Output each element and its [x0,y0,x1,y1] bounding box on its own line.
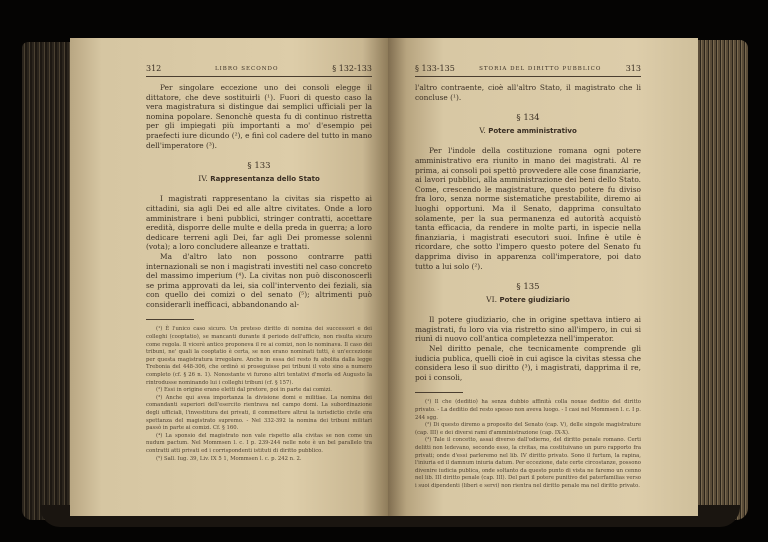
footnote: (²) Di questo diremo a proposito del Senato (cap. V), delle singole magistrature (cap. III) e dei diversi rami d'amministrazione (cap. IX-X). [415,422,641,436]
page-number: 313 [625,64,641,73]
footnote: (⁵) Sall. Iug. 39, Liv. IX 5 1, Mommsen l. c. p. 242 n. 2. [156,455,302,462]
paragraph: Nel diritto penale, che tecnicamente comprende gli iudicia publica, quelli cioè in cui agisce la civitas stessa che considera leso il suo diritto (³), i magistrati, dapprima il re, poi i consoli, [415,344,641,382]
paragraph: Ma d'altro lato non possono contrarre patti internazionali se non i magistrati investiti nel caso concreto del massimo imperium (⁴). La civitas non può disconoscerli se prima approvati da lei, sia coll'intervento dei feziali, sia con quello dei comizi o del senato (⁵); altrimenti può considerarli inefficaci, abbandonando al- [146,251,372,309]
paragraph: Per l'indole della costituzione romana ogni potere amministrativo era riunito in mano dei magistrati. Al re prima, ai consoli poi spettò provvedere alle cose finanziarie, ai lavori pubblici, alla amministrazione dei beni dello Stato. Come, crescendo le magistrature, questo potere fu diviso fra loro, senza norme sistematiche prestabilite, diremo ai luoghi opportuni. Ma il Senato, dapprima consultato solamente, per la sua permanenza ed autorità acquistò tanta efficacia, da rendere in molte parti, in ispecie nella finanziaria, i magistrati esecutori suoi. Infine è utile è ricordare, che sotto l'impero questo potere del Senato fu dapprima diviso in apparenza coll'imperatore, poi dato tutto a lui solo (²). [415,146,641,271]
footnotes [146,326,372,463]
section-range: § 133-135 [415,64,455,73]
section-range: § 132-133 [332,64,372,73]
right-page [388,38,698,516]
page-stack-right [690,40,748,520]
section-title-text: Potere amministrativo [488,126,577,135]
footnote-rule [415,392,463,393]
section-title-text: Potere giudiziario [499,295,570,304]
footnote: (²) Essi in origine erano eletti dal pretore, poi in parte dai comizi. [156,387,332,394]
section-title-text: Rappresentanza dello Stato [210,174,320,183]
right-page-body [415,83,641,491]
left-page-header [146,64,372,77]
running-head: LIBRO SECONDO [214,65,279,72]
section-number: § 133 [247,161,271,172]
section-number: § 135 [516,282,540,293]
running-head: STORIA DEL DIRITTO PUBBLICO [479,65,602,72]
section-number: § 134 [516,113,540,124]
section-numeral: IV. [198,173,208,183]
section-numeral: VI. [486,294,498,304]
left-page [70,38,388,516]
footnote: (³) Tale il concetto, assai diverso dall'odierno, del diritto penale romano. Certi delitti non ledevano, secondo esso, la civitas, ma costituivano un puro rapporto fra privati; onde d'essi parleremo nel lib. IV diritto privato. Sono il furtum, la rapina, l'iniuria ed il damnum iniuria datum. Per eccezione, date certe circostanze, possono divenire iudicia publica, onde soltanto da questo punto di vista ne faremo un cenno nel lib. III diritto penale (cap. III). Del pari il potere punitivo del paterfamilias verso i suoi dipendenti (liberi e servi) non rientra nel diritto penale ma nel diritto privato. [415,437,641,489]
section-title [415,126,641,137]
right-page-header [415,64,641,77]
paragraph: I magistrati rappresentano la civitas sia rispetto ai cittadini, sia agli Dei ed alle altre civitates. Onde a loro amministrare i beni pubblici, stringer contratti, accettare eredità, disporre delle multe e della preda in guerra; a loro dedicare terreni agli Dei, far agli Dei promesse solenni (vota); a loro concludere alleanze e trattati. [146,194,372,252]
paragraph: Per singolare eccezione uno dei consoli elegge il dittatore, che deve sostituirli (¹). Fuori di questo caso la vera magistratura si distingue dai semplici ufficiali per la nomina popolare. Senonchè questa fu di continuo ristretta per gli impiegati più importanti a mo' d'esempio pei praefecti iure dicundo (²), e finì col cadere del tutto in mano dell'imperatore (³). [146,83,372,150]
section-title [146,174,372,185]
page-number: 312 [146,64,162,73]
footnote-rule [146,319,194,320]
footnote: (⁴) La sponsio del magistrato non vale rispetto alla civitas se non come un nudum pactum. Nel Mommsen l. c. I p. 239-244 nelle note è un bel parallelo tra contratti atti privati ed i corrispondenti istituti di diritto pubblico. [146,432,372,454]
footnote: (¹) È l'unico caso sicuro. Un preteso diritto di nomina dei successori e dei colleghi (cooptatio), se mancanti durante il periodo dell'ufficio, non risulta sicuro come regola. Il vicerè antico proponeva il re ai comizi, non lo nominava. Il caso dei tribuni, ne' quali la cooptatio è certa, se non erano nominati tutti, è un'eccezione per questa magistratura irregolare. Anche in essa del resto fu abolita dalla legge Trebonia del 448-306, che ordinò si proseguisse pei tribuni il voto sino a numero completo (cf. § 26 n. 1). Nonostante vi furono altri tentativi d'morla ed Augusto la rintrodusse nominando lui i colleghi tribuni (cf. § 157). [146,326,372,386]
paragraph: Il potere giudiziario, che in origine spettava intiero ai magistrati, fu loro via via ristretto sino all'impero, in cui si riunì di nuovo coll'antica completezza nell'imperator. [415,315,641,344]
footnotes [415,399,641,490]
section-title [415,295,641,306]
section-numeral: V. [479,125,486,135]
footnote: (³) Anche qui avea importanza la divisione domi e militiae. La nomina dei comandanti superiori dell'esercito rientrava nel campo domi. La subordinazione degli ufficiali, l'investitura dei privati, il commettere altrui la iurisdictio civile era spettanza del magistrato supremo. - Nel 332-392 la nomina dei tribuni militari passò in parte ai comizi. Cf. § 160. [146,394,372,432]
paragraph: l'altro contraente, cioè all'altro Stato, il magistrato che li concluse (¹). [415,83,641,102]
left-page-body [146,83,372,463]
footnote: (¹) Il che (deditio) ha senza dubbio affinità colla noxae deditio del diritto privato. - La deditio del resto spesso non aveva luogo. - I casi nel Mommsen l. c. I p. 244 sgg. [415,399,641,421]
